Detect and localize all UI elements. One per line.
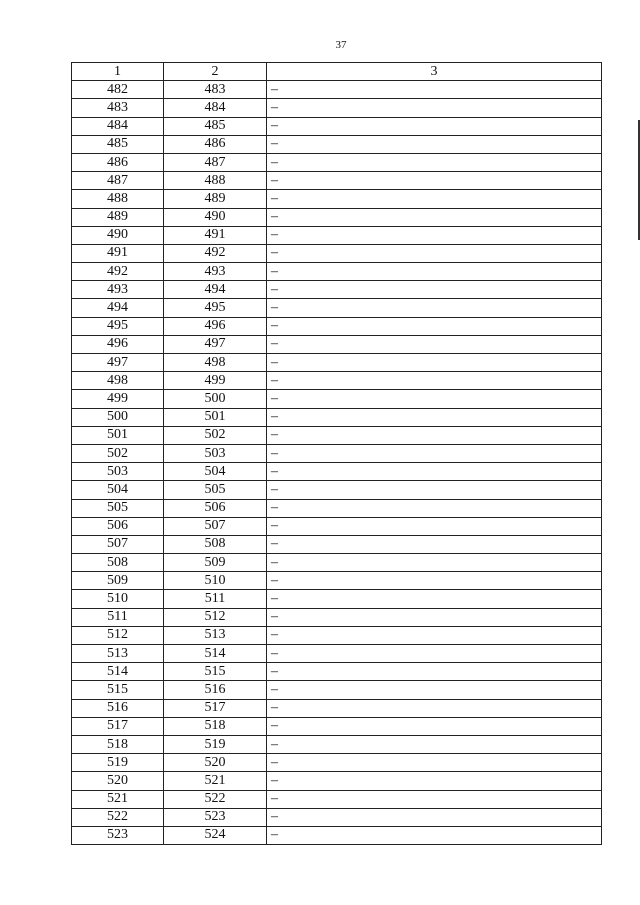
cell-col-1: 496 — [72, 335, 164, 353]
table-row — [72, 535, 602, 553]
cell-col-1: 482 — [72, 81, 164, 99]
cell-col-2: 524 — [164, 826, 267, 844]
cell-col-3: – — [267, 244, 602, 262]
cell-col-2: 492 — [164, 244, 267, 262]
table-header — [72, 63, 602, 81]
column-header-2: 2 — [164, 63, 267, 81]
cell-col-3: – — [267, 517, 602, 535]
table-row — [72, 463, 602, 481]
cell-col-1: 518 — [72, 735, 164, 753]
table-row — [72, 626, 602, 644]
cell-col-1: 483 — [72, 99, 164, 117]
cell-col-1: 494 — [72, 299, 164, 317]
cell-col-3: – — [267, 481, 602, 499]
table-row — [72, 645, 602, 663]
table-row — [72, 372, 602, 390]
cell-col-3: – — [267, 190, 602, 208]
cell-col-1: 501 — [72, 426, 164, 444]
cell-col-3: – — [267, 172, 602, 190]
table-row — [72, 208, 602, 226]
cell-col-1: 491 — [72, 244, 164, 262]
table-row — [72, 444, 602, 462]
cell-col-3: – — [267, 735, 602, 753]
cell-col-3: – — [267, 645, 602, 663]
table-row — [72, 117, 602, 135]
data-table — [71, 62, 602, 845]
table-row — [72, 699, 602, 717]
table-row — [72, 153, 602, 171]
cell-col-3: – — [267, 81, 602, 99]
cell-col-2: 488 — [164, 172, 267, 190]
cell-col-3: – — [267, 317, 602, 335]
cell-col-2: 496 — [164, 317, 267, 335]
cell-col-1: 508 — [72, 554, 164, 572]
table-row — [72, 554, 602, 572]
cell-col-2: 489 — [164, 190, 267, 208]
cell-col-2: 502 — [164, 426, 267, 444]
page-number: 37 — [335, 39, 347, 51]
cell-col-2: 515 — [164, 663, 267, 681]
cell-col-1: 507 — [72, 535, 164, 553]
cell-col-3: – — [267, 354, 602, 372]
cell-col-2: 518 — [164, 717, 267, 735]
table-row — [72, 263, 602, 281]
table-row — [72, 517, 602, 535]
header-row — [72, 63, 602, 81]
cell-col-3: – — [267, 772, 602, 790]
cell-col-1: 493 — [72, 281, 164, 299]
table-row — [72, 135, 602, 153]
cell-col-2: 483 — [164, 81, 267, 99]
column-header-3: 3 — [267, 63, 602, 81]
cell-col-2: 516 — [164, 681, 267, 699]
cell-col-3: – — [267, 663, 602, 681]
table-row — [72, 499, 602, 517]
table-row — [72, 608, 602, 626]
table-row — [72, 717, 602, 735]
cell-col-3: – — [267, 463, 602, 481]
cell-col-1: 503 — [72, 463, 164, 481]
cell-col-1: 489 — [72, 208, 164, 226]
cell-col-3: – — [267, 99, 602, 117]
table-row — [72, 681, 602, 699]
cell-col-1: 513 — [72, 645, 164, 663]
cell-col-1: 520 — [72, 772, 164, 790]
cell-col-2: 509 — [164, 554, 267, 572]
cell-col-1: 510 — [72, 590, 164, 608]
cell-col-1: 495 — [72, 317, 164, 335]
cell-col-1: 484 — [72, 117, 164, 135]
cell-col-3: – — [267, 299, 602, 317]
cell-col-3: – — [267, 335, 602, 353]
cell-col-2: 501 — [164, 408, 267, 426]
cell-col-1: 522 — [72, 808, 164, 826]
cell-col-3: – — [267, 717, 602, 735]
cell-col-3: – — [267, 153, 602, 171]
cell-col-3: – — [267, 535, 602, 553]
cell-col-1: 492 — [72, 263, 164, 281]
cell-col-2: 491 — [164, 226, 267, 244]
cell-col-2: 503 — [164, 444, 267, 462]
cell-col-1: 497 — [72, 354, 164, 372]
cell-col-3: – — [267, 408, 602, 426]
cell-col-3: – — [267, 572, 602, 590]
cell-col-2: 521 — [164, 772, 267, 790]
cell-col-3: – — [267, 590, 602, 608]
table-row — [72, 408, 602, 426]
cell-col-3: – — [267, 699, 602, 717]
cell-col-2: 487 — [164, 153, 267, 171]
cell-col-1: 486 — [72, 153, 164, 171]
cell-col-3: – — [267, 608, 602, 626]
cell-col-1: 509 — [72, 572, 164, 590]
table-row — [72, 790, 602, 808]
cell-col-2: 500 — [164, 390, 267, 408]
cell-col-3: – — [267, 390, 602, 408]
cell-col-2: 498 — [164, 354, 267, 372]
cell-col-1: 504 — [72, 481, 164, 499]
cell-col-3: – — [267, 117, 602, 135]
table-row — [72, 772, 602, 790]
table-row — [72, 190, 602, 208]
cell-col-1: 502 — [72, 444, 164, 462]
table-row — [72, 663, 602, 681]
cell-col-2: 494 — [164, 281, 267, 299]
cell-col-2: 497 — [164, 335, 267, 353]
table-row — [72, 390, 602, 408]
cell-col-3: – — [267, 626, 602, 644]
cell-col-2: 495 — [164, 299, 267, 317]
cell-col-2: 493 — [164, 263, 267, 281]
cell-col-3: – — [267, 499, 602, 517]
cell-col-1: 512 — [72, 626, 164, 644]
table-row — [72, 572, 602, 590]
table-row — [72, 354, 602, 372]
table-row — [72, 826, 602, 844]
cell-col-1: 515 — [72, 681, 164, 699]
table-row — [72, 281, 602, 299]
cell-col-1: 514 — [72, 663, 164, 681]
table-row — [72, 481, 602, 499]
cell-col-3: – — [267, 226, 602, 244]
cell-col-1: 521 — [72, 790, 164, 808]
cell-col-2: 519 — [164, 735, 267, 753]
cell-col-1: 516 — [72, 699, 164, 717]
cell-col-2: 507 — [164, 517, 267, 535]
cell-col-1: 490 — [72, 226, 164, 244]
table-row — [72, 426, 602, 444]
cell-col-2: 499 — [164, 372, 267, 390]
cell-col-2: 512 — [164, 608, 267, 626]
cell-col-2: 511 — [164, 590, 267, 608]
table-row — [72, 81, 602, 99]
table-row — [72, 808, 602, 826]
cell-col-1: 517 — [72, 717, 164, 735]
cell-col-2: 505 — [164, 481, 267, 499]
cell-col-3: – — [267, 372, 602, 390]
cell-col-1: 500 — [72, 408, 164, 426]
cell-col-1: 498 — [72, 372, 164, 390]
cell-col-3: – — [267, 426, 602, 444]
cell-col-2: 484 — [164, 99, 267, 117]
cell-col-1: 506 — [72, 517, 164, 535]
cell-col-3: – — [267, 444, 602, 462]
cell-col-1: 499 — [72, 390, 164, 408]
table-row — [72, 317, 602, 335]
cell-col-2: 522 — [164, 790, 267, 808]
cell-col-1: 519 — [72, 754, 164, 772]
table-row — [72, 172, 602, 190]
cell-col-1: 487 — [72, 172, 164, 190]
table-body — [72, 81, 602, 845]
cell-col-3: – — [267, 826, 602, 844]
cell-col-3: – — [267, 754, 602, 772]
cell-col-3: – — [267, 681, 602, 699]
cell-col-2: 520 — [164, 754, 267, 772]
cell-col-3: – — [267, 135, 602, 153]
cell-col-2: 523 — [164, 808, 267, 826]
cell-col-2: 513 — [164, 626, 267, 644]
cell-col-1: 523 — [72, 826, 164, 844]
cell-col-3: – — [267, 790, 602, 808]
cell-col-2: 514 — [164, 645, 267, 663]
cell-col-3: – — [267, 263, 602, 281]
cell-col-1: 488 — [72, 190, 164, 208]
cell-col-2: 485 — [164, 117, 267, 135]
cell-col-1: 505 — [72, 499, 164, 517]
cell-col-1: 511 — [72, 608, 164, 626]
table-row — [72, 226, 602, 244]
cell-col-2: 510 — [164, 572, 267, 590]
cell-col-2: 504 — [164, 463, 267, 481]
cell-col-3: – — [267, 808, 602, 826]
cell-col-2: 508 — [164, 535, 267, 553]
table-row — [72, 99, 602, 117]
cell-col-2: 517 — [164, 699, 267, 717]
table-row — [72, 735, 602, 753]
cell-col-1: 485 — [72, 135, 164, 153]
column-header-1: 1 — [72, 63, 164, 81]
cell-col-2: 486 — [164, 135, 267, 153]
table-row — [72, 335, 602, 353]
table-row — [72, 754, 602, 772]
cell-col-2: 506 — [164, 499, 267, 517]
table-row — [72, 299, 602, 317]
table-row — [72, 244, 602, 262]
cell-col-3: – — [267, 554, 602, 572]
cell-col-3: – — [267, 281, 602, 299]
cell-col-3: – — [267, 208, 602, 226]
table-row — [72, 590, 602, 608]
cell-col-2: 490 — [164, 208, 267, 226]
